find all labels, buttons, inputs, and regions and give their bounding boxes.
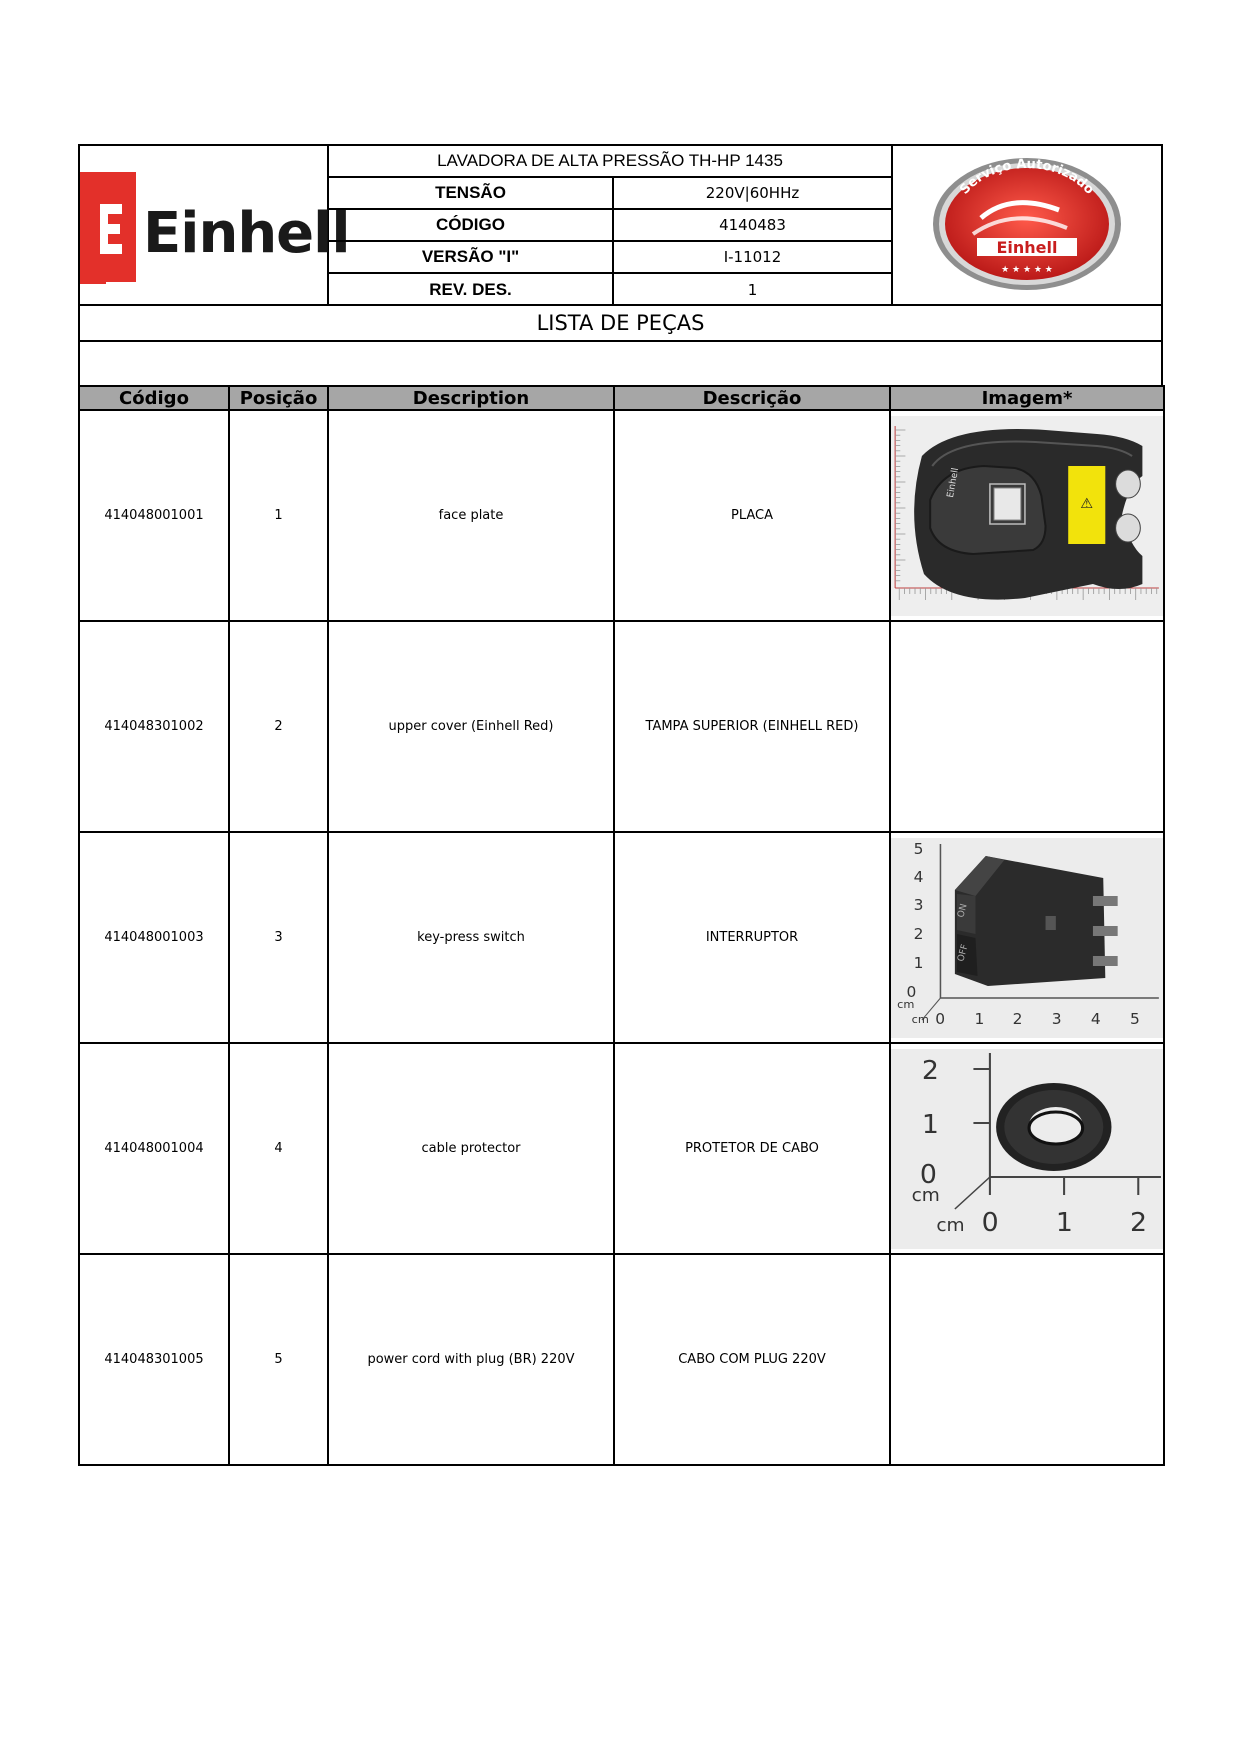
cell-imagem-empty [890,621,1164,832]
info-label: TENSÃO [329,178,614,208]
cell-descricao: PROTETOR DE CABO [614,1043,890,1254]
cell-codigo: 414048301002 [79,621,229,832]
list-title: LISTA DE PEÇAS [78,304,1163,342]
svg-text:1: 1 [974,1009,985,1028]
col-header-imagem: Imagem* [890,386,1164,410]
svg-text:3: 3 [913,895,924,914]
svg-text:⚠: ⚠ [1080,495,1094,512]
parts-list-sheet [78,144,1163,1466]
table-row [79,1254,1164,1465]
col-header-codigo: Código [79,386,229,410]
svg-text:cm: cm [911,1184,940,1206]
cell-description: key-press switch [328,832,614,1043]
parts-table [78,385,1165,1466]
svg-text:★ ★ ★ ★ ★: ★ ★ ★ ★ ★ [1001,265,1053,275]
authorized-service-seal-cell [891,146,1163,306]
svg-text:cm: cm [936,1214,965,1236]
info-value: 4140483 [719,216,786,234]
cable-protector-image [891,1049,1163,1249]
info-value: 1 [747,281,758,299]
face-plate-image [891,416,1163,616]
svg-text:4: 4 [913,867,924,886]
table-row [79,832,1164,1043]
product-title: LAVADORA DE ALTA PRESSÃO TH-HP 1435 [329,146,891,178]
svg-text:2: 2 [1012,1009,1023,1028]
cell-codigo: 414048001003 [79,832,229,1043]
table-row [79,1043,1164,1254]
svg-text:cm: cm [911,1012,929,1026]
cell-descricao: TAMPA SUPERIOR (EINHELL RED) [614,621,890,832]
info-value: 220V|60HHz [705,184,800,202]
svg-text:0: 0 [935,1009,946,1028]
info-label: CÓDIGO [329,210,614,240]
svg-text:5: 5 [913,839,924,858]
svg-text:0: 0 [981,1207,999,1238]
key-press-switch-image [891,838,1163,1038]
svg-text:3: 3 [1051,1009,1062,1028]
svg-text:2: 2 [1130,1207,1148,1238]
svg-text:Einhell: Einhell [996,238,1058,257]
col-header-description: Description [328,386,614,410]
cell-codigo: 414048001004 [79,1043,229,1254]
col-header-descricao: Descrição [614,386,890,410]
cell-posicao: 4 [229,1043,328,1254]
svg-text:1: 1 [913,953,924,972]
cell-posicao: 3 [229,832,328,1043]
svg-text:Einhell: Einhell [945,466,962,499]
svg-text:4: 4 [1090,1009,1101,1028]
cell-imagem [890,832,1164,1043]
cell-codigo: 414048001001 [79,410,229,621]
cell-imagem [890,1043,1164,1254]
authorized-service-seal [893,146,1161,304]
cell-description: face plate [328,410,614,621]
table-row [79,410,1164,621]
cell-imagem [890,410,1164,621]
info-label: VERSÃO "I" [329,242,614,272]
svg-text:2: 2 [913,924,924,943]
blank-row [78,340,1163,390]
einhell-logo [80,146,350,306]
info-row-versao [329,242,891,274]
info-row-tensao [329,178,891,210]
cell-description: power cord with plug (BR) 220V [328,1254,614,1465]
cell-imagem-empty [890,1254,1164,1465]
info-value: I-11012 [723,248,782,266]
svg-text:cm: cm [897,997,915,1011]
svg-text:1: 1 [1055,1207,1073,1238]
info-row-codigo [329,210,891,242]
svg-text:2: 2 [921,1055,939,1086]
cell-description: cable protector [328,1043,614,1254]
svg-text:Einhell: Einhell [143,201,350,266]
cell-posicao: 5 [229,1254,328,1465]
svg-text:Serviço Autorizado: Serviço Autorizado [957,156,1097,198]
svg-text:5: 5 [1130,1009,1140,1028]
svg-text:ON: ON [956,902,970,919]
cell-descricao: PLACA [614,410,890,621]
svg-text:0: 0 [906,982,917,1001]
document-header [78,144,1163,306]
cell-descricao: CABO COM PLUG 220V [614,1254,890,1465]
table-header-row [79,386,1164,410]
svg-text:OFF: OFF [956,942,971,963]
brand-logo-cell [80,146,350,306]
table-row [79,621,1164,832]
cell-posicao: 2 [229,621,328,832]
info-label: REV. DES. [329,274,614,306]
cell-description: upper cover (Einhell Red) [328,621,614,832]
cell-posicao: 1 [229,410,328,621]
cell-codigo: 414048301005 [79,1254,229,1465]
svg-text:1: 1 [921,1109,939,1140]
col-header-posicao: Posição [229,386,328,410]
info-row-rev [329,274,891,306]
svg-text:0: 0 [919,1159,937,1190]
cell-descricao: INTERRUPTOR [614,832,890,1043]
